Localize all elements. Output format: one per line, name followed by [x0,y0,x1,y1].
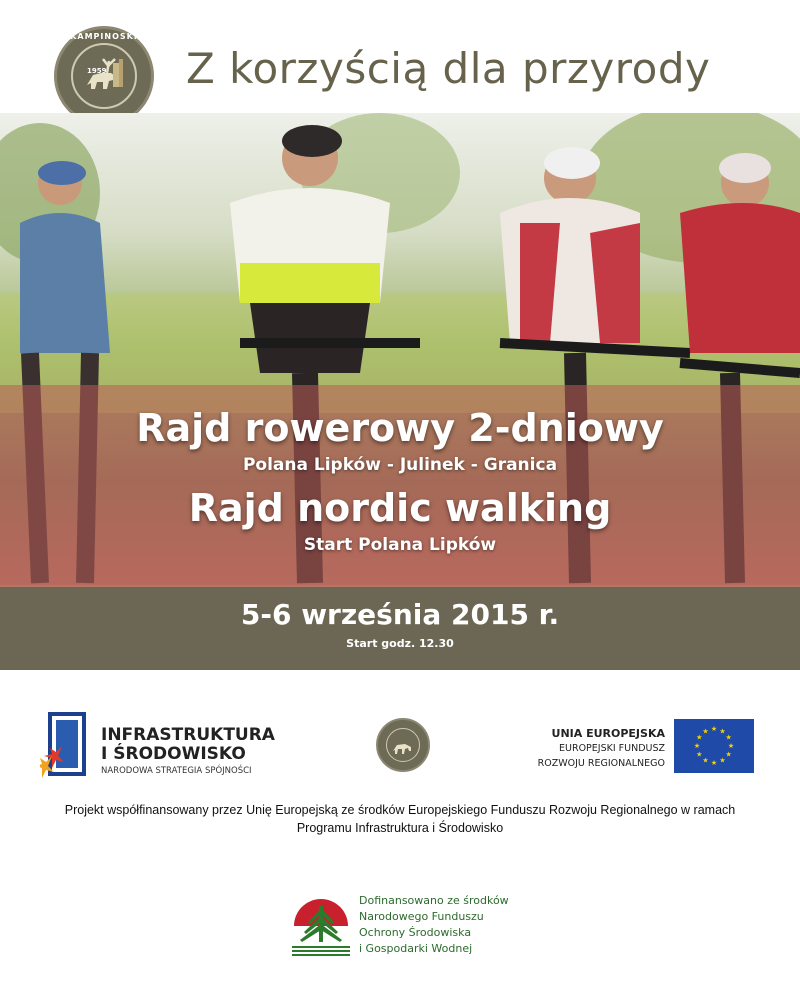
eu-flag [674,719,754,773]
svg-text:★: ★ [710,759,718,767]
logo-year: 1959 [87,67,107,75]
kampinoski-park-logo [54,26,154,126]
eu-stars-icon [674,719,754,773]
ue-text [520,726,665,771]
nfosigw-logo [290,886,352,958]
project-note-line1: Projekt współfinansowany przez Unię Europejską ze środków Europejskiego Funduszu Rozwoju Regionalnego w ramach [64,803,736,817]
svg-text:★: ★ [693,742,701,750]
ue-line3: ROZWOJU REGIONALNEGO [537,758,665,769]
svg-text:★: ★ [719,756,726,765]
event-title-bike: Rajd rowerowy 2-dniowy [136,406,664,450]
infrastruktura-text [101,726,275,764]
svg-text:★: ★ [725,750,732,759]
svg-text:★: ★ [725,733,732,742]
start-time: Start godz. 12.30 [346,637,454,650]
nfosigw-line4: i Gospodarki Wodnej [359,942,473,955]
svg-text:★: ★ [702,756,709,765]
event-subtitle-bike: Polana Lipków - Julinek - Granica [242,455,558,475]
elk-icon [73,45,135,107]
cyclists-photo [0,113,800,587]
ue-line2: EUROPEJSKI FUNDUSZ [559,743,665,754]
project-note [20,801,780,837]
infrastruktura-line3: NARODOWA STRATEGIA SPÓJNOŚCI [101,766,252,776]
nfosigw-line2: Narodowego Funduszu [359,910,484,923]
kampinoski-park-small-logo [376,718,430,772]
nfosigw-line1: Dofinansowano ze środków [359,894,509,907]
nfosigw-line3: Ochrony Środowiska [359,926,472,939]
date-band [0,587,800,670]
nfosigw-text [359,893,509,957]
elk-emblem [71,43,137,109]
event-date: 5-6 września 2015 r. [240,598,560,631]
svg-text:★: ★ [696,750,703,759]
svg-text:★: ★ [702,727,709,736]
infrastruktura-line2: I ŚRODOWISKO [101,744,246,764]
svg-text:★: ★ [719,727,726,736]
elk-small-icon [386,728,420,762]
event-subtitle-nordic: Start Polana Lipków [303,535,497,555]
svg-text:★: ★ [727,742,735,750]
infrastruktura-line1: INFRASTRUKTURA [101,725,275,745]
project-note-line2: Programu Infrastruktura i Środowisko [296,821,504,835]
svg-text:★: ★ [696,733,703,742]
infrastruktura-srodowisko-logo [40,712,96,782]
event-title-nordic: Rajd nordic walking [188,486,612,530]
header [0,0,800,120]
logo-top-text: KAMPINOSKI [70,32,138,41]
page-title: Z korzyścią dla przyrody [186,44,711,93]
svg-text:★: ★ [710,725,718,733]
ue-line1: UNIA EUROPEJSKA [551,727,665,740]
